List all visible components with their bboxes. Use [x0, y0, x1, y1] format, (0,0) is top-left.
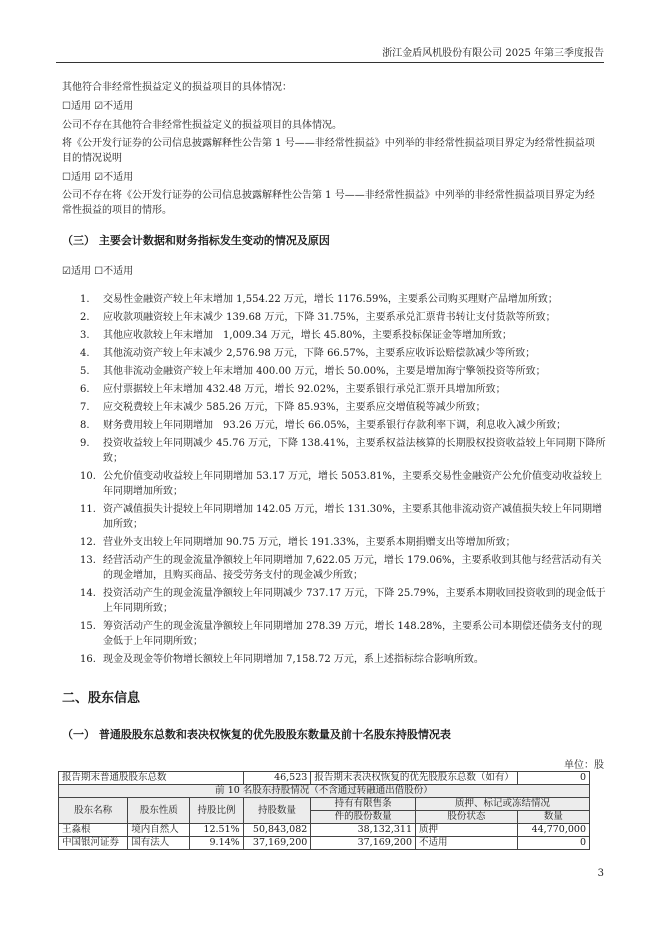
- report-header: 浙江金盾风机股份有限公司 2025 年第三季度报告: [382, 48, 604, 59]
- list-item-number: 8.: [80, 420, 90, 431]
- list-item-number: 4.: [80, 348, 90, 359]
- list-item-text: 营业外支出较上年同期增加 90.75 万元，增长 191.33%，主要系本期捐赠支出等增加所致；: [103, 537, 516, 548]
- list-item-text: 投资收益较上年同期减少 45.76 万元，下降 138.41%，主要系权益法核算的长期股权投资收益较上年同期下降所致；: [103, 438, 606, 464]
- list-item-text: 财务费用较上年同期增加 93.26 万元，增长 66.05%，主要系银行存款利率下调，利息收入减少所致；: [103, 420, 567, 431]
- table-cell: 王淼根: [59, 824, 128, 837]
- column-header: 持股数量: [243, 798, 311, 824]
- list-item-text: 资产减值损失计提较上年同期增加 142.05 万元，增长 131.30%，主要系其他非流动资产减值损失较上年同期增加所致；: [103, 504, 603, 530]
- list-item-number: 14.: [80, 588, 96, 599]
- table-row: [59, 824, 590, 837]
- paragraph: 公司不存在将《公开发行证券的公司信息披露解释性公告第 1 号——非经常性损益》中列举的非经常性损益项目界定为经常性损益的项目的情形。: [62, 190, 595, 216]
- paragraph: 将《公开发行证券的公司信息披露解释性公告第 1 号——非经常性损益》中列举的非经常性损益项目界定为经常性损益项目的情况说明: [62, 138, 595, 164]
- column-header: 股东性质: [128, 798, 190, 824]
- change-reason-list: [80, 292, 608, 670]
- table-cell: 37,169,200: [311, 837, 416, 850]
- list-item-text: 现金及现金等价物增长额较上年同期增加 7,158.72 万元，系上述指标综合影响所致。: [103, 654, 484, 665]
- list-item: [80, 364, 608, 379]
- table-cell: 中国银河证券: [59, 837, 128, 850]
- page-number: 3: [597, 868, 604, 879]
- list-item-number: 10.: [80, 471, 96, 482]
- table-cell: 国有法人: [128, 837, 190, 850]
- table-cell: 38,132,311: [311, 824, 416, 837]
- applicability-checkbox: ☑适用 ☐不适用: [62, 266, 134, 277]
- column-header: 股东名称: [59, 798, 128, 824]
- column-header: 数量: [517, 811, 589, 824]
- table-cell: 50,843,082: [243, 824, 311, 837]
- shareholder-table: [58, 771, 590, 850]
- table-row: [59, 837, 590, 850]
- list-item-text: 投资活动产生的现金流量净额较上年同期减少 737.17 万元，下降 25.79%，主要系本期收回投资收到的现金低于上年同期所致；: [103, 588, 606, 614]
- unit-label: 单位：股: [564, 760, 604, 771]
- header-divider: [56, 62, 604, 63]
- subsection-heading: （一） 普通股股东总数和表决权恢复的优先股股东数量及前十名股东持股情况表: [62, 728, 451, 741]
- paragraph: 公司不存在其他符合非经常性损益定义的损益项目的具体情况。: [62, 120, 342, 131]
- applicability-checkbox: ☐适用 ☑不适用: [62, 172, 134, 183]
- paragraph: 其他符合非经常性损益定义的损益项目的具体情况：: [62, 82, 292, 93]
- table-cell: 质押: [416, 824, 518, 837]
- column-header: 股份状态: [416, 811, 518, 824]
- list-item-text: 应收款项融资较上年末减少 139.68 万元，下降 31.75%，主要系承兑汇票背书转让支付货款等所致；: [103, 312, 556, 323]
- list-item-number: 9.: [80, 438, 90, 449]
- list-item: [80, 535, 608, 550]
- list-item: [80, 382, 608, 397]
- list-item-number: 13.: [80, 555, 96, 566]
- list-item: [80, 586, 608, 616]
- list-item-number: 3.: [80, 330, 90, 341]
- list-item-number: 6.: [80, 384, 90, 395]
- list-item-number: 1.: [80, 294, 90, 305]
- applicability-checkbox: ☐适用 ☑不适用: [62, 101, 134, 112]
- table-cell: 46,523: [243, 772, 311, 785]
- list-item-text: 应付票据较上年末增加 432.48 万元，增长 92.02%，主要系银行承兑汇票开具增加所致；: [103, 384, 506, 395]
- list-item-text: 公允价值变动收益较上年同期增加 53.17 万元，增长 5053.81%，主要系交易性金融资产公允价值变动收益较上年同期增加所致；: [103, 471, 603, 497]
- column-header: 持股比例: [190, 798, 243, 824]
- table-cell: 报告期末普通股股东总数: [59, 772, 244, 785]
- list-item: [80, 652, 608, 667]
- list-item-number: 11.: [80, 504, 96, 515]
- list-item: [80, 292, 608, 307]
- table-cell: 0: [517, 772, 589, 785]
- list-item: [80, 418, 608, 433]
- table-cell: 不适用: [416, 837, 518, 850]
- list-item: [80, 310, 608, 325]
- section-heading: 二、股东信息: [62, 691, 141, 706]
- list-item-text: 其他应收款较上年末增加 1,009.34 万元，增长 45.80%，主要系投标保证金等增加所致；: [103, 330, 513, 341]
- list-item-number: 16.: [80, 654, 96, 665]
- table-cell: 0: [517, 837, 589, 850]
- list-item-number: 5.: [80, 366, 90, 377]
- column-header: 件的股份数量: [311, 811, 416, 824]
- list-item-text: 其他流动资产较上年末减少 2,576.98 万元，下降 66.57%，主要系应收诉讼赔偿款减少等所致；: [103, 348, 536, 359]
- table-row: [59, 785, 590, 798]
- list-item-number: 7.: [80, 402, 90, 413]
- table-header-row: [59, 798, 590, 811]
- list-item: [80, 469, 608, 499]
- table-cell: 报告期末表决权恢复的优先股股东总数（如有）: [311, 772, 518, 785]
- list-item-number: 15.: [80, 621, 96, 632]
- table-cell: 境内自然人: [128, 824, 190, 837]
- table-cell: 9.14%: [190, 837, 243, 850]
- table-cell: 12.51%: [190, 824, 243, 837]
- list-item: [80, 436, 608, 466]
- list-item: [80, 502, 608, 532]
- list-item-text: 应交税费较上年末减少 585.26 万元，下降 85.93%，主要系应交增值税等减少所致；: [103, 402, 486, 413]
- list-item: [80, 553, 608, 583]
- list-item-text: 筹资活动产生的现金流量净额较上年同期增加 278.39 万元，增长 148.28%，主要系公司本期偿还债务支付的现金低于上年同期所致；: [103, 621, 603, 647]
- column-header: 持有有限售条: [311, 798, 416, 811]
- list-item: [80, 400, 608, 415]
- list-item-text: 经营活动产生的现金流量净额较上年同期增加 7,622.05 万元，增长 179.06%，主要系收到其他与经营活动有关的现金增加，且购买商品、接受劳务支付的现金减少所致；: [103, 555, 602, 581]
- section-heading: （三） 主要会计数据和财务指标发生变动的情况及原因: [62, 234, 330, 247]
- list-item: [80, 346, 608, 361]
- list-item-number: 12.: [80, 537, 96, 548]
- table-cell: 37,169,200: [243, 837, 311, 850]
- table-row: [59, 772, 590, 785]
- list-item-text: 交易性金融资产较上年末增加 1,554.22 万元，增长 1176.59%，主要系公司购买理财产品增加所致；: [103, 294, 558, 305]
- list-item-number: 2.: [80, 312, 90, 323]
- list-item: [80, 619, 608, 649]
- table-cell: 前 10 名股东持股情况（不含通过转融通出借股份）: [59, 785, 590, 798]
- list-item: [80, 328, 608, 343]
- table-cell: 44,770,000: [517, 824, 589, 837]
- column-header: 质押、标记或冻结情况: [416, 798, 590, 811]
- list-item-text: 其他非流动金融资产较上年末增加 400.00 万元，增长 50.00%，主要是增加海宁擎领投资等所致；: [103, 366, 546, 377]
